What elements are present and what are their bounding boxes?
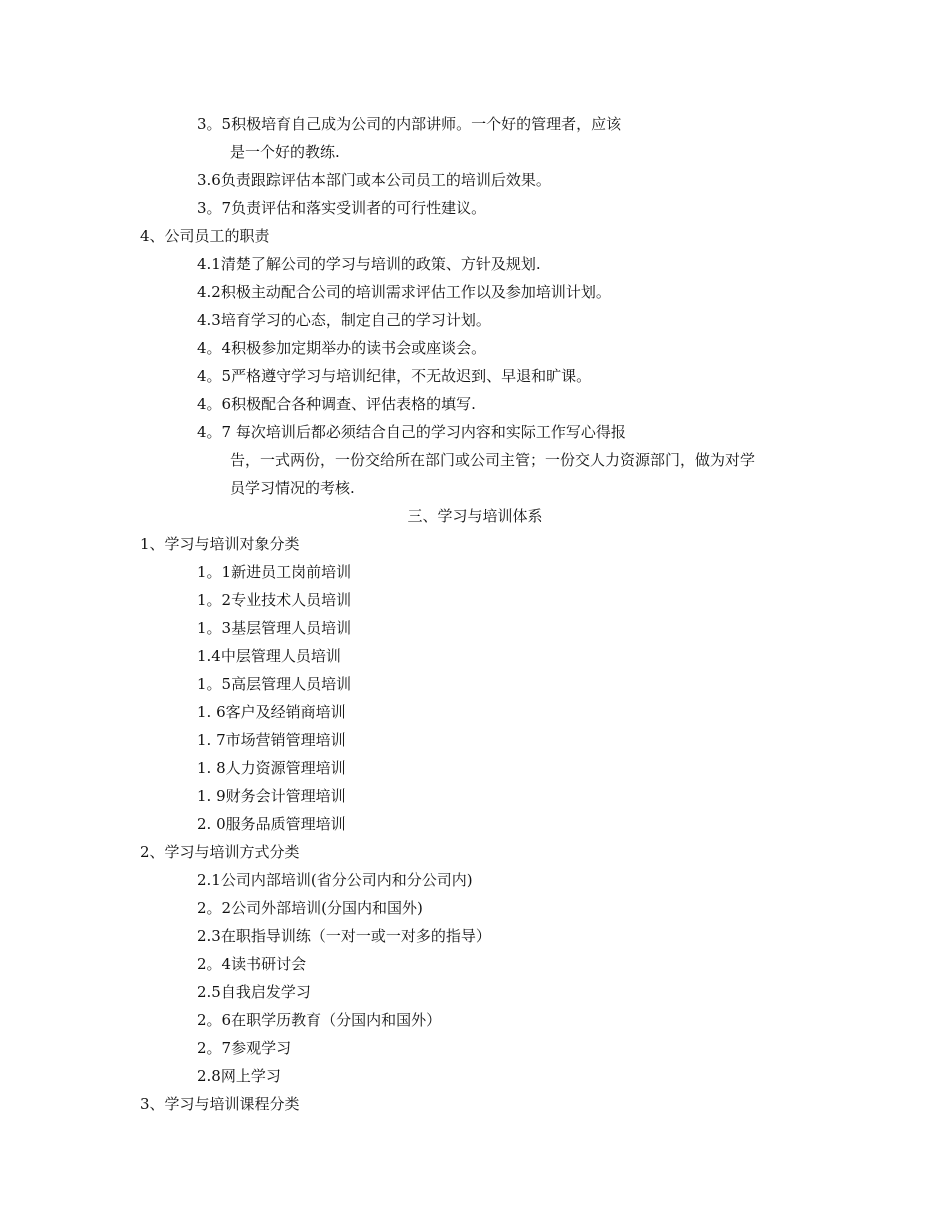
text-line: 4。4积极参加定期举办的读书会或座谈会。 — [197, 339, 487, 357]
text-line: 告，一式两份，一份交给所在部门或公司主管；一份交人力资源部门，做为对学 — [230, 451, 756, 469]
text-line: 3。7负责评估和落实受训者的可行性建议。 — [197, 199, 487, 217]
list-item: 1. 6客户及经销商培训 — [197, 703, 346, 721]
list-item: 1。5高层管理人员培训 — [197, 675, 352, 693]
text-line: 3。5积极培育自己成为公司的内部讲师。一个好的管理者，应该 — [197, 115, 622, 133]
section-heading: 2、学习与培训方式分类 — [140, 843, 300, 861]
list-item: 2。7参观学习 — [197, 1039, 292, 1057]
list-item: 2.3在职指导训练（一对一或一对多的指导） — [197, 927, 491, 945]
list-item: 1。3基层管理人员培训 — [197, 619, 352, 637]
text-line: 4。6积极配合各种调查、评估表格的填写. — [197, 395, 476, 413]
list-item: 2. 0服务品质管理培训 — [197, 815, 346, 833]
section-heading: 4、公司员工的职责 — [140, 227, 270, 245]
list-item: 1. 9财务会计管理培训 — [197, 787, 346, 805]
list-item: 2.1公司内部培训(省分公司内和分公司内) — [197, 871, 473, 889]
text-line: 员学习情况的考核. — [230, 479, 355, 497]
chapter-title: 三、学习与培训体系 — [407, 507, 543, 525]
text-line: 4。7 每次培训后都必须结合自己的学习内容和实际工作写心得报 — [197, 423, 626, 441]
list-item: 2。2公司外部培训(分国内和国外) — [197, 899, 423, 917]
text-line: 3.6负责跟踪评估本部门或本公司员工的培训后效果。 — [197, 171, 551, 189]
list-item: 2.8网上学习 — [197, 1067, 281, 1085]
section-heading: 1、学习与培训对象分类 — [140, 535, 300, 553]
text-line: 是一个好的教练. — [230, 143, 340, 161]
list-item: 2.5自我启发学习 — [197, 983, 311, 1001]
section-heading: 3、学习与培训课程分类 — [140, 1095, 300, 1113]
list-item: 1.4中层管理人员培训 — [197, 647, 341, 665]
list-item: 1。1新进员工岗前培训 — [197, 563, 352, 581]
text-line: 4。5严格遵守学习与培训纪律，不无故迟到、早退和旷课。 — [197, 367, 592, 385]
list-item: 2。6在职学历教育（分国内和国外） — [197, 1011, 442, 1029]
text-line: 4.1清楚了解公司的学习与培训的政策、方针及规划. — [197, 255, 541, 273]
list-item: 2。4读书研讨会 — [197, 955, 307, 973]
text-line: 4.2积极主动配合公司的培训需求评估工作以及参加培训计划。 — [197, 283, 611, 301]
list-item: 1. 7市场营销管理培训 — [197, 731, 346, 749]
list-item: 1. 8人力资源管理培训 — [197, 759, 346, 777]
text-line: 4.3培育学习的心态，制定自己的学习计划。 — [197, 311, 491, 329]
list-item: 1。2专业技术人员培训 — [197, 591, 352, 609]
